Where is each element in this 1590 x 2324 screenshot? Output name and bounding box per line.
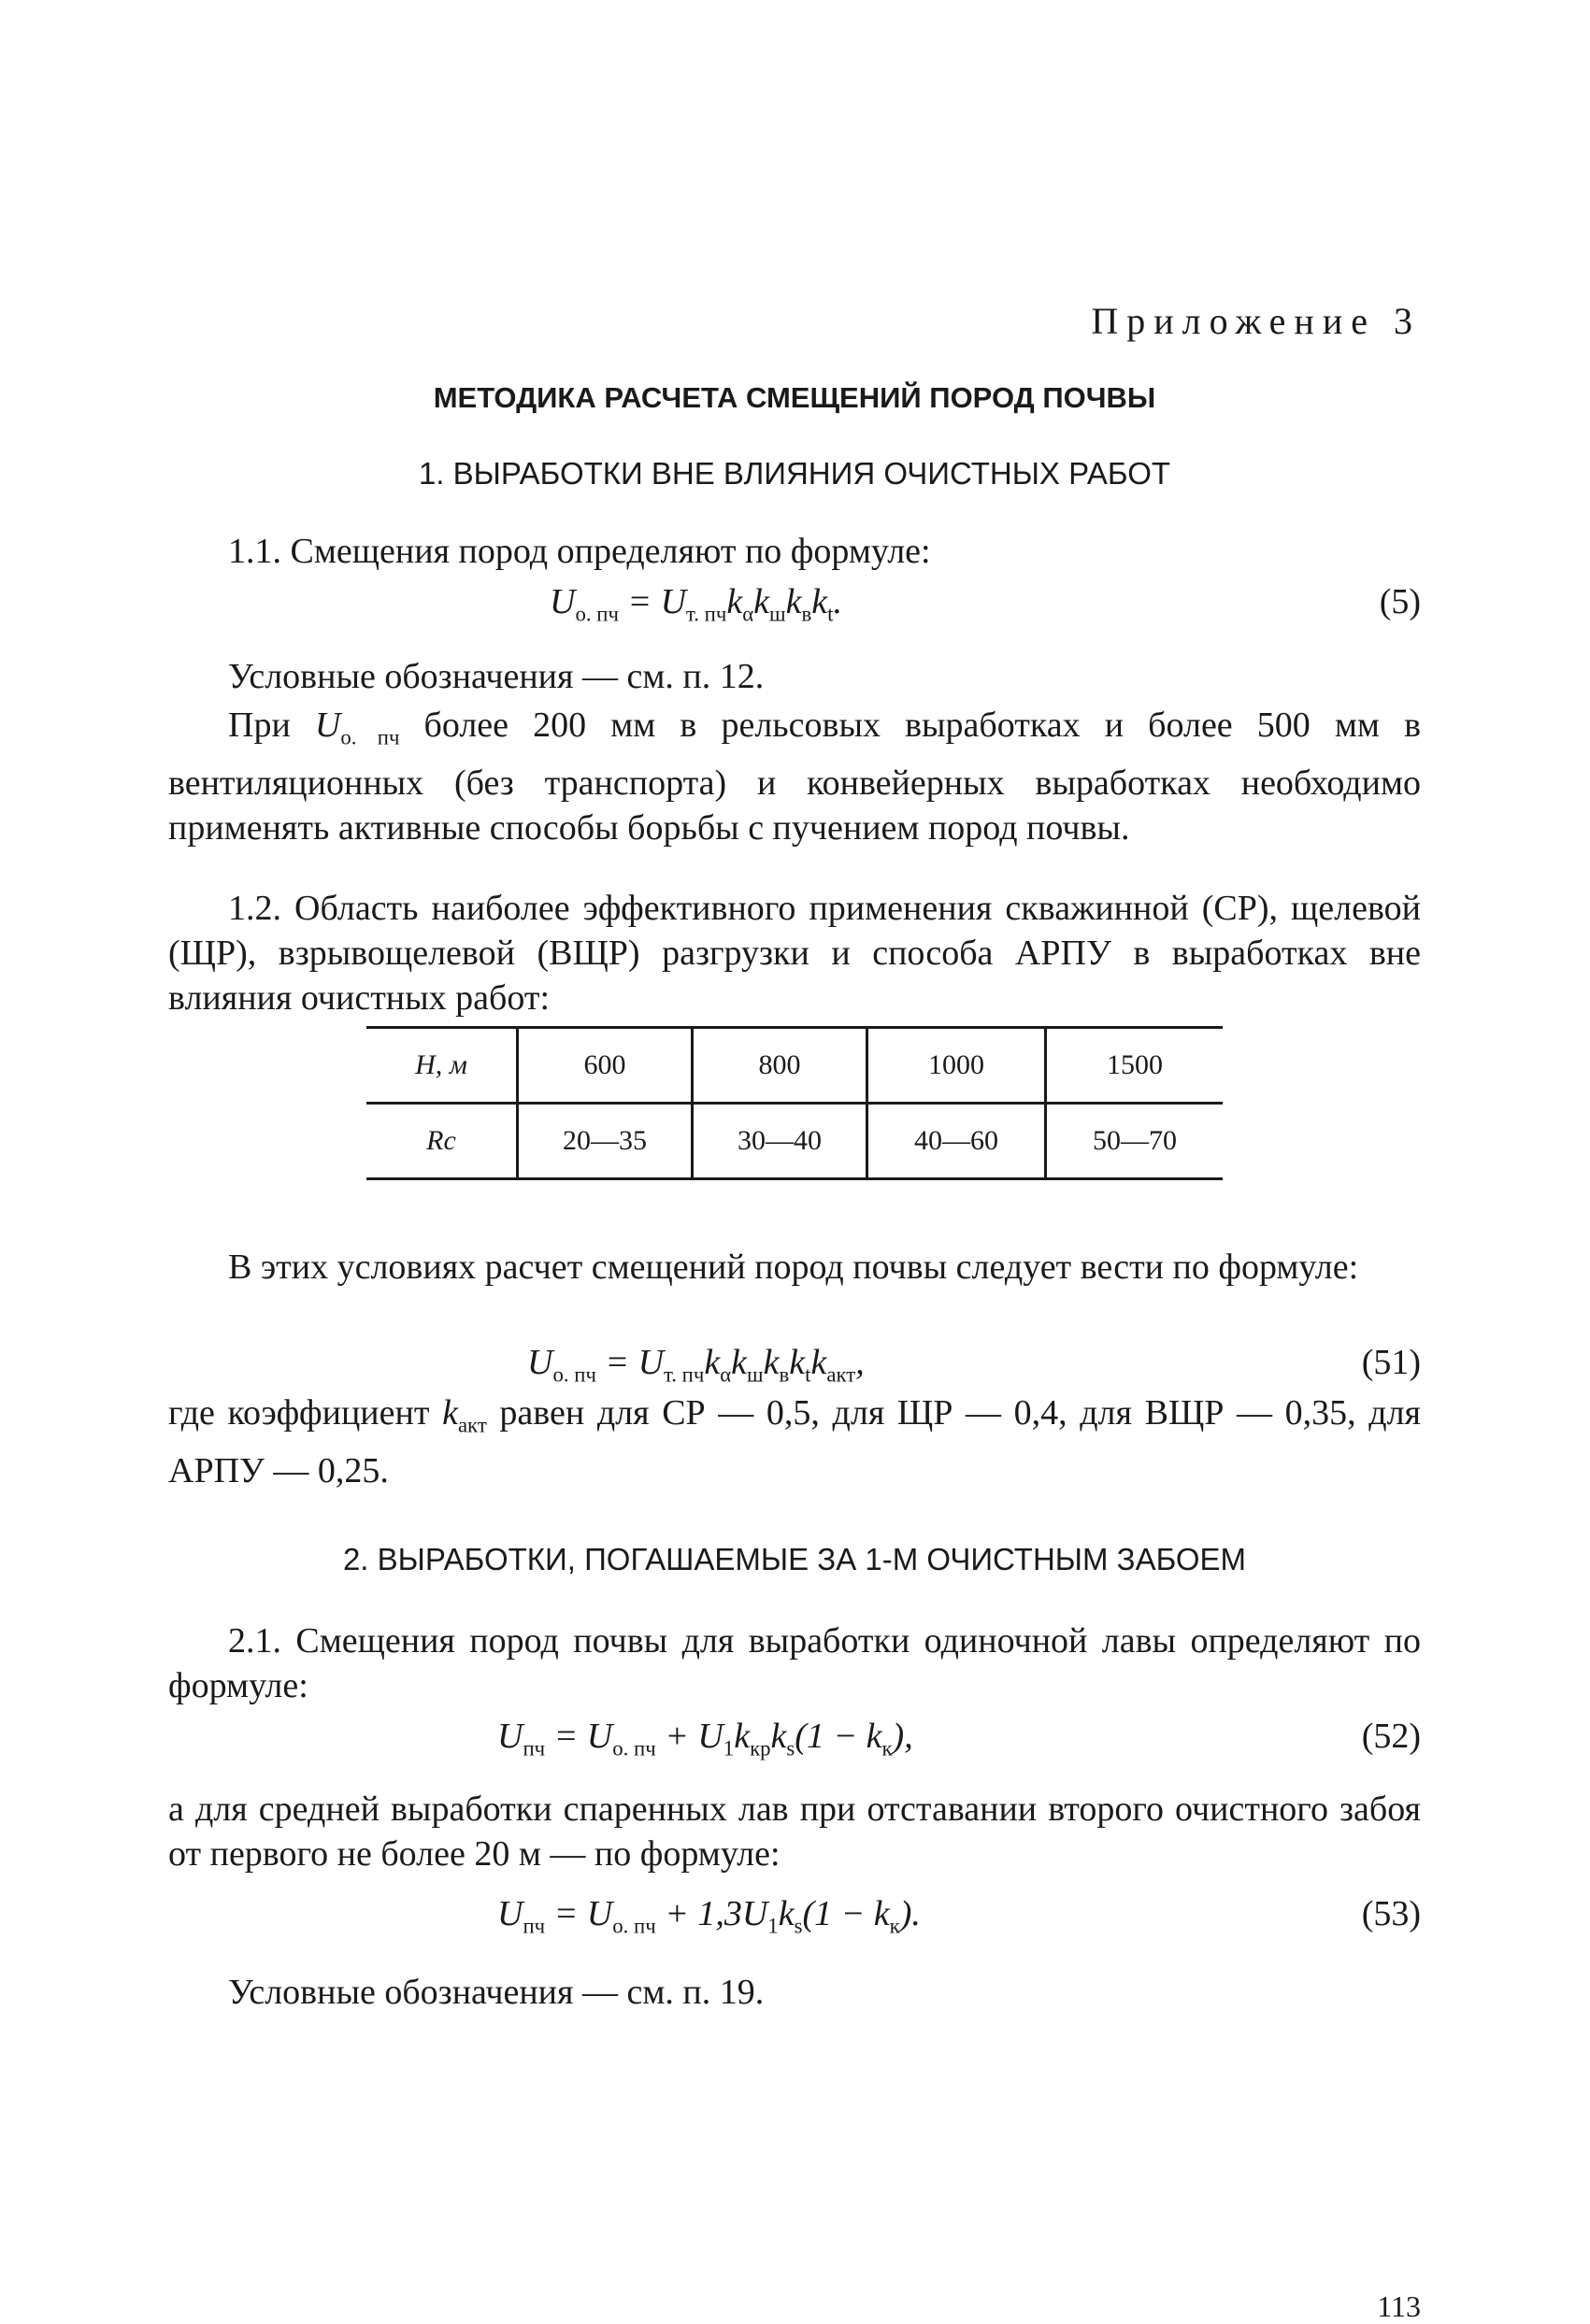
section-2-heading: 2. ВЫРАБОТКИ, ПОГАШАЕМЫЕ ЗА 1-М ОЧИСТНЫМ ЗАБОЕМ [342, 1542, 1247, 1576]
paragraph-conditions: В этих условиях расчет смещений пород почвы следует вести по формуле: [228, 1248, 1359, 1287]
table-cell: 600 [518, 1028, 693, 1104]
table-cell: 1000 [867, 1028, 1046, 1104]
table-cell: 1500 [1046, 1028, 1224, 1104]
section-1-heading: 1. ВЫРАБОТКИ ВНЕ ВЛИЯНИЯ ОЧИСТНЫХ РАБОТ [418, 456, 1171, 491]
table-row-depth [366, 1028, 1223, 1104]
formula-53: $U_{пч} = U_{о. пч} + 1,3U_1k_s(1 - k_к)$. (53) [497, 1894, 1421, 1938]
paragraph-coefficient: где коэффициент $k_{акт}$ равен для СР — 0,5, для ЩР — 0,4, для ВЩР — 0,35, для АРПУ — 0,25. [168, 1393, 1422, 1490]
coefficient-text-rest: равен для СР — 0,5, для ЩР — 0,4, для ВЩР — 0,35, для АРПУ — 0,25. [168, 1393, 1422, 1490]
table-cell-header-rc: Rc [366, 1104, 518, 1179]
formula-5-number: (5) [1379, 582, 1421, 621]
table-cell: 30—40 [693, 1104, 867, 1179]
table-cell: 800 [693, 1028, 867, 1104]
page-title: МЕТОДИКА РАСЧЕТА СМЕЩЕНИЙ ПОРОД ПОЧВЫ [433, 381, 1156, 414]
paragraph-uopch-start: При [228, 706, 291, 745]
paragraph-1-2: 1.2. Область наиболее эффективного применения скважинной (СР), щелевой (ЩР), взрывощелевой (ВЩР) разгрузки и способа АРПУ в выработках вне влияния очистных работ: [168, 889, 1421, 1018]
page-number: 113 [1377, 2289, 1421, 2323]
formula-51: $U_{о. пч} = U_{т. пч}k_\alpha k_шk_вk_tk_{акт}$, (51) [527, 1343, 1421, 1387]
appendix-label: Приложение 3 [1091, 300, 1421, 342]
paragraph-average: а для средней выработки спаренных лав при отставании второго очистного забоя от первого не более 20 м — по формуле: [168, 1789, 1421, 1874]
paragraph-1-1: 1.1. Смещения пород определяют по формуле: [228, 532, 931, 571]
formula-53-number: (53) [1361, 1894, 1421, 1933]
table-row-strength [366, 1104, 1223, 1179]
formula-52-number: (52) [1361, 1717, 1421, 1756]
table-cell-header-h: H, м [366, 1028, 518, 1104]
table-cell: 40—60 [867, 1104, 1046, 1179]
formula-5: $U_{о. пч} = U_{т. пч}k_\alpha k_шk_вk_t$. (5) [550, 582, 1421, 626]
depth-strength-table [366, 1026, 1223, 1180]
coefficient-text-start: где коэффициент [168, 1393, 430, 1433]
table-cell: 50—70 [1046, 1104, 1224, 1179]
table-cell: 20—35 [518, 1104, 693, 1179]
legend-2: Условные обозначения — см. п. 19. [228, 1973, 765, 2012]
paragraph-uopch: При $U_{о. пч}$ более 200 мм в рельсовых выработках и более 500 мм в вентиляционных (без транспорта) и конвейерных выработках необходимо применять активные способы борьбы с пучением пород почвы. [168, 706, 1422, 848]
formula-52: $U_{пч} = U_{о. пч} + U_1k_{кр}k_s(1 - k_к)$, (52) [497, 1717, 1421, 1761]
paragraph-uopch-rest: более 200 мм в рельсовых выработках и более 500 мм в вентиляционных (без транспорта) и конвейерных выработках необходимо применять активные способы борьбы с пучением пород почвы. [168, 706, 1422, 848]
paragraph-2-1: 2.1. Смещения пород почвы для выработки одиночной лавы определяют по формуле: [168, 1621, 1421, 1705]
formula-51-number: (51) [1361, 1343, 1421, 1382]
legend-1: Условные обозначения — см. п. 12. [228, 657, 765, 696]
